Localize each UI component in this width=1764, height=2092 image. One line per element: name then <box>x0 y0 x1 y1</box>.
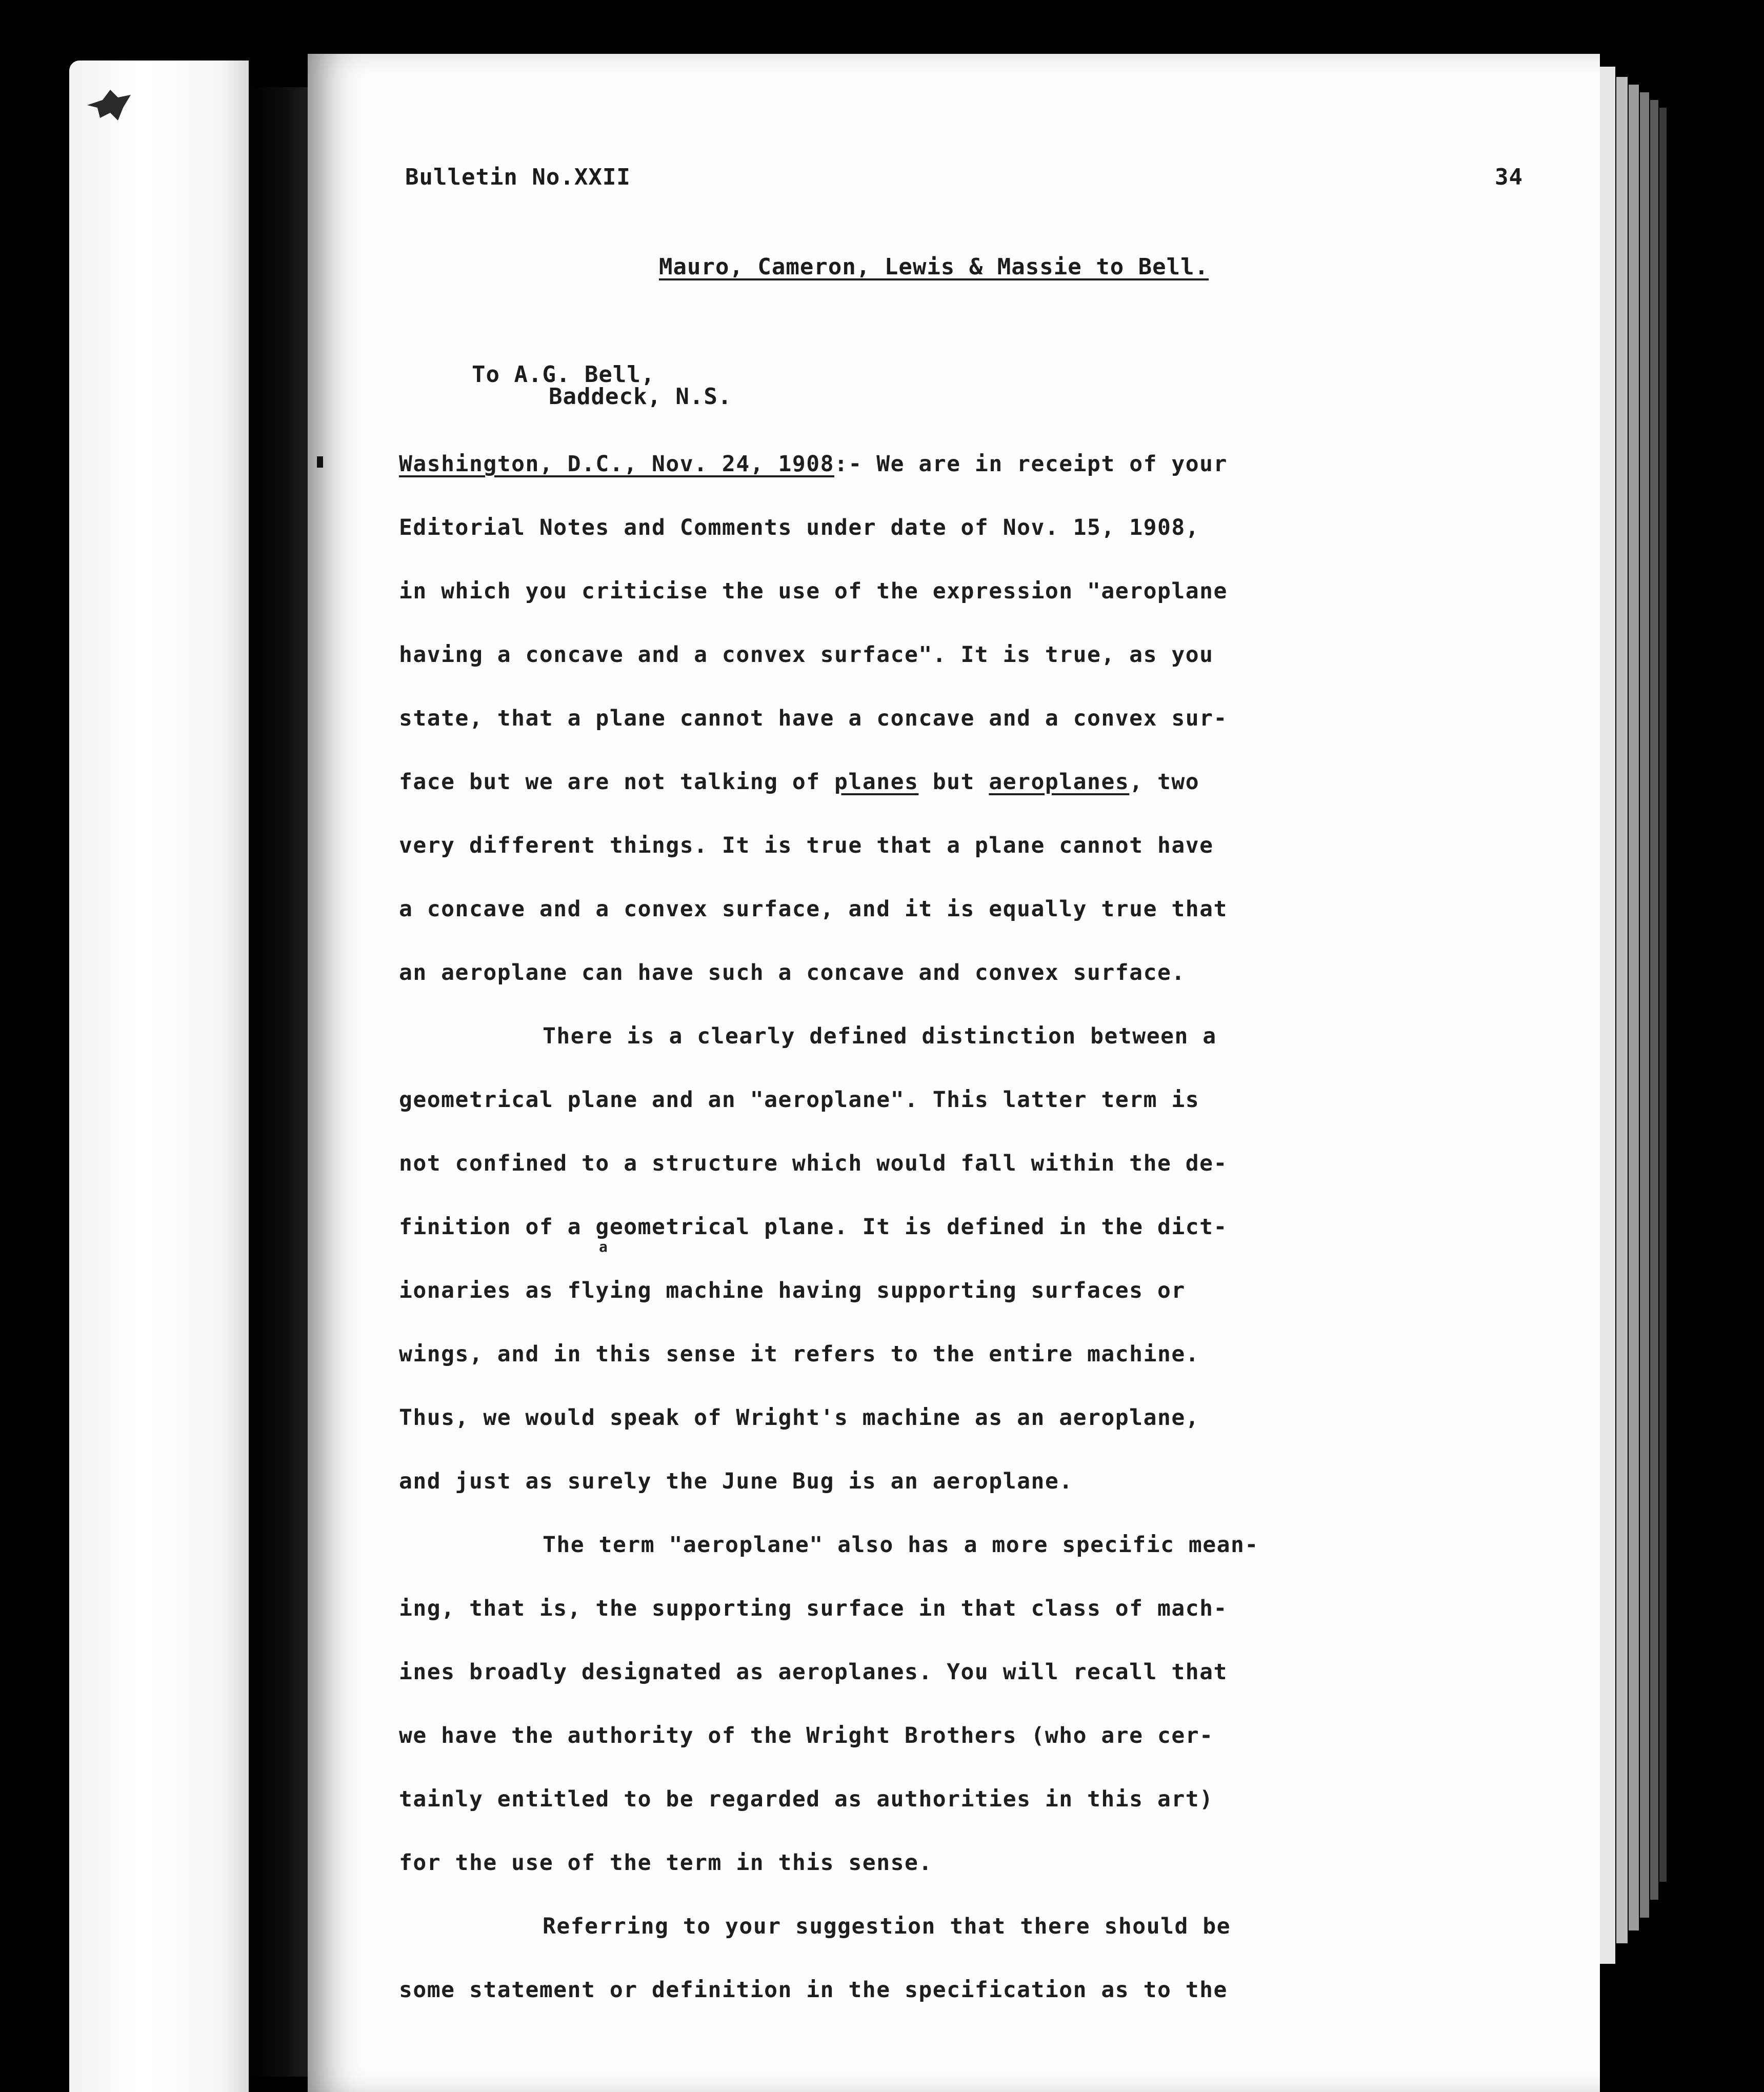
line-text: geometrical plane and an "aeroplane". This latter term is <box>399 1087 1200 1113</box>
line-text: , two <box>1129 769 1200 795</box>
left-page <box>69 61 249 2092</box>
margin-mark <box>317 456 323 468</box>
page-edge <box>1659 108 1667 1882</box>
text-line <box>399 1786 1542 1850</box>
text-line <box>399 1214 1542 1278</box>
line-text: There is a clearly defined distinction between a <box>543 1023 1217 1049</box>
line-text: Thus, we would speak of Wright's machine as an aeroplane, <box>399 1405 1200 1431</box>
line-text: Editorial Notes and Comments under date of Nov. 15, 1908, <box>399 515 1200 540</box>
line-text: state, that a plane cannot have a concave and a convex sur- <box>399 706 1228 731</box>
line-text: some statement or definition in the specification as to the <box>399 1977 1228 2003</box>
address-location: Baddeck, N.S. <box>549 384 732 410</box>
text-line <box>399 1659 1542 1723</box>
text-line <box>399 578 1542 642</box>
text-line <box>399 1977 1542 2041</box>
text-line <box>399 1087 1542 1151</box>
text-line <box>399 1532 1542 1596</box>
line-text: for the use of the term in this sense. <box>399 1850 933 1876</box>
line-text: ionaries as flying machine having supporting surfaces or <box>399 1278 1186 1303</box>
letter-title: Mauro, Cameron, Lewis & Massie to Bell. <box>659 254 1209 280</box>
text-line <box>399 1723 1542 1786</box>
text-line <box>399 1914 1542 1977</box>
line-text: an aeroplane can have such a concave and convex surface. <box>399 960 1186 985</box>
text-line <box>399 1469 1542 1532</box>
text-line <box>399 1278 1542 1341</box>
page-edge <box>1616 77 1628 1943</box>
address-recipient: To A.G. Bell, <box>472 361 655 388</box>
line-text: not confined to a structure which would fall within the de- <box>399 1151 1228 1176</box>
line-text: in which you criticise the use of the expression "aeroplane <box>399 578 1228 604</box>
page-edge <box>1640 92 1649 1918</box>
ink-blot-mark <box>82 82 138 128</box>
text-line <box>399 1850 1542 1914</box>
handwritten-insertion: a <box>599 1238 608 1255</box>
text-line <box>399 1596 1542 1659</box>
line-text: wings, and in this sense it refers to the entire machine. <box>399 1341 1200 1367</box>
page-edge <box>1600 67 1615 1964</box>
underlined-text: planes <box>834 769 919 795</box>
page-number: 34 <box>1495 164 1523 190</box>
line-text: we have the authority of the Wright Brothers (who are cer- <box>399 1723 1214 1748</box>
text-line <box>399 451 1542 515</box>
text-line <box>399 515 1542 578</box>
text-line <box>399 1151 1542 1214</box>
text-line <box>399 642 1542 706</box>
line-text: tainly entitled to be regarded as authorities in this art) <box>399 1786 1214 1812</box>
line-text: ines broadly designated as aeroplanes. You will recall that <box>399 1659 1228 1685</box>
page-edge <box>1650 100 1658 1900</box>
text-line <box>399 1341 1542 1405</box>
underlined-text: aeroplanes <box>989 769 1130 795</box>
line-text: but <box>918 769 989 795</box>
page-edge <box>1629 85 1639 1930</box>
text-line <box>399 769 1542 833</box>
line-text: :- We are in receipt of your <box>834 451 1228 477</box>
letter-body <box>399 451 1542 2041</box>
line-text: and just as surely the June Bug is an aeroplane. <box>399 1469 1073 1494</box>
line-text: finition of a geometrical plane. It is defined in the dict- <box>399 1214 1228 1240</box>
line-text: having a concave and a convex surface". It is true, as you <box>399 642 1214 668</box>
line-text: face but we are not talking of <box>399 769 835 795</box>
line-text: ing, that is, the supporting surface in that class of mach- <box>399 1596 1228 1621</box>
line-text: The term "aeroplane" also has a more specific mean- <box>543 1532 1259 1558</box>
underlined-text: Washington, D.C., Nov. 24, 1908 <box>399 451 835 477</box>
text-line <box>399 1023 1542 1087</box>
line-text: very different things. It is true that a plane cannot have <box>399 833 1214 858</box>
page-header <box>405 164 1523 205</box>
text-line <box>399 1405 1542 1469</box>
text-line <box>399 960 1542 1023</box>
bulletin-label: Bulletin No.XXII <box>405 164 631 190</box>
text-line <box>399 706 1542 769</box>
text-line <box>399 833 1542 896</box>
line-text: a concave and a convex surface, and it is equally true that <box>399 896 1228 922</box>
text-line <box>399 896 1542 960</box>
line-text: Referring to your suggestion that there should be <box>543 1914 1231 1939</box>
